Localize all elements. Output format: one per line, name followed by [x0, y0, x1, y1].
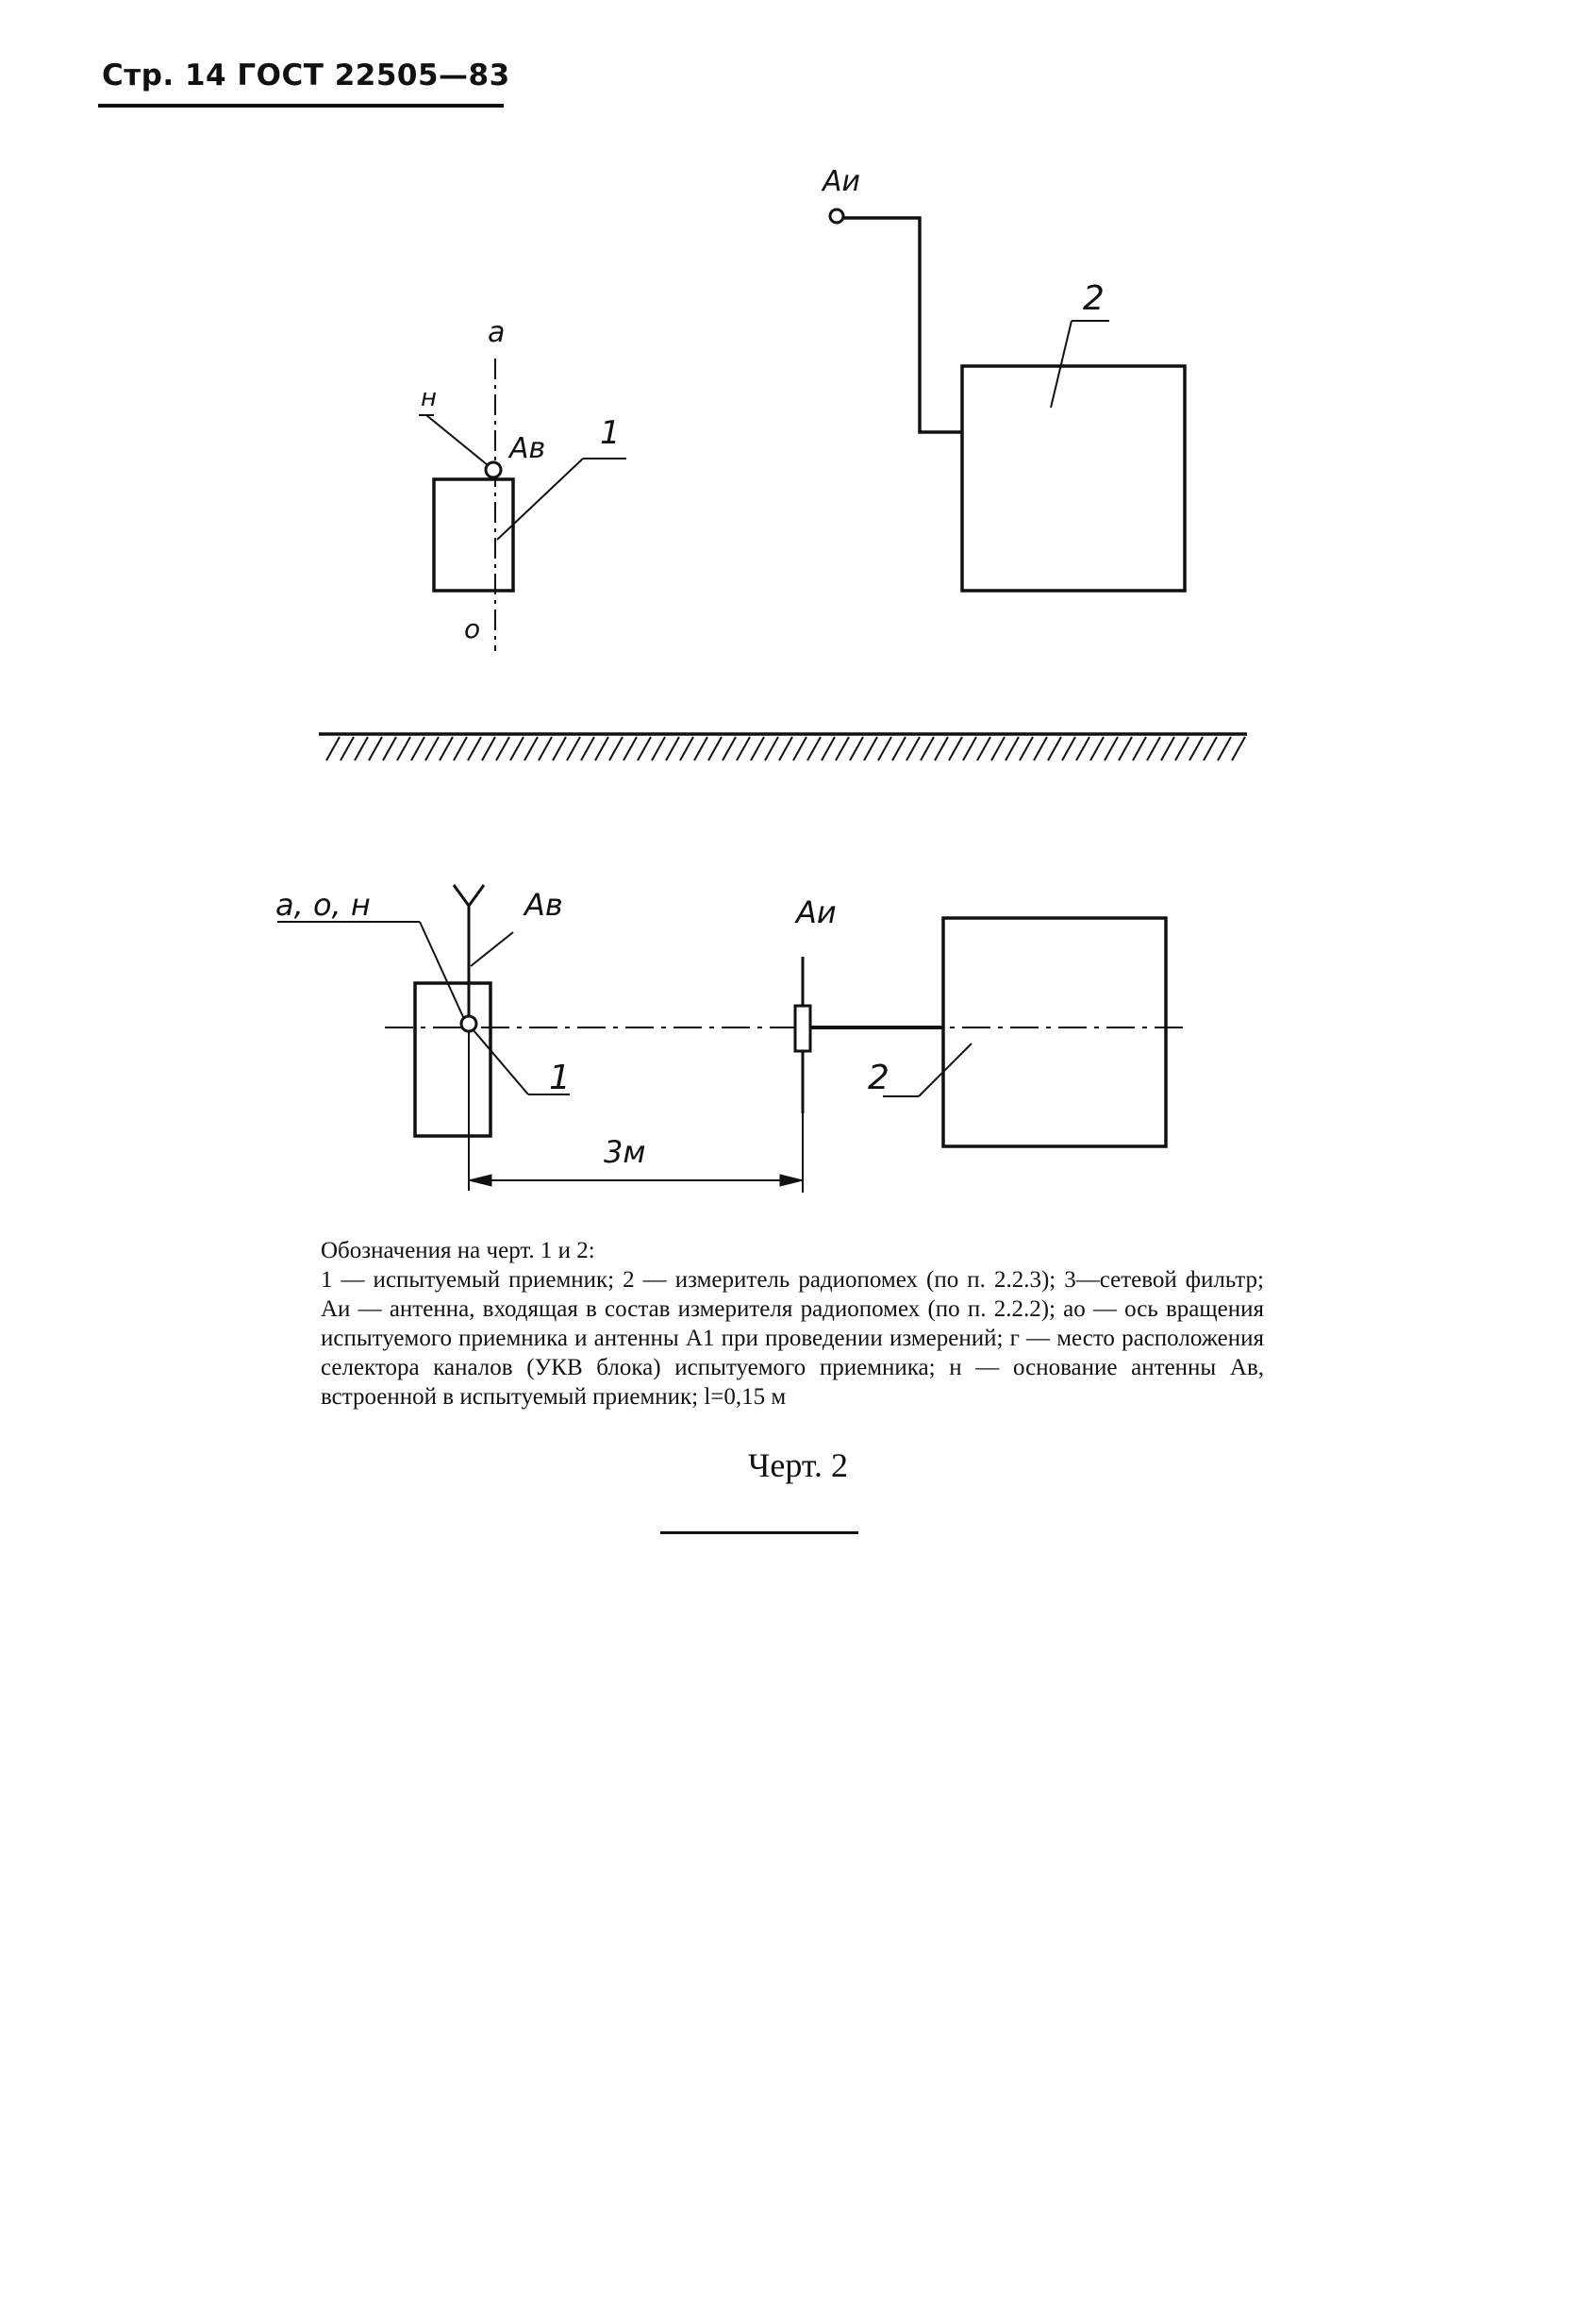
label-distance: 3м — [604, 1134, 646, 1170]
ground-hatch-line — [553, 737, 566, 760]
label-ai-top: Aи — [823, 165, 861, 198]
antenna-cable-top — [843, 218, 962, 432]
ground-hatch-line — [638, 737, 651, 760]
ground-hatch-line — [581, 737, 594, 760]
ground-hatch-line — [963, 737, 976, 760]
label-1-top: 1 — [600, 414, 621, 452]
ground-hatch-line — [355, 737, 368, 760]
label-a-top: а — [488, 316, 506, 349]
ground-hatch-line — [1062, 737, 1075, 760]
bottom-figure — [277, 885, 1190, 1193]
ground-hatch-line — [892, 737, 906, 760]
ground-hatch-line — [623, 737, 637, 760]
legend-text: 1 — испытуемый приемник; 2 — измеритель радиопомех (по п. 2.2.3); 3—сетевой фильтр; Aи — антенна, входящая в состав измерителя радиопомех (по п. 2.2.2); ао — ось вращения испытуемого приемника и антенны A1 при проведении измерений; г — место расположения селектора каналов (УКВ блока) испытуемого приемника; н — основание антенны Aв, встроенной в испытуемый приемник; l=0,15 м — [321, 1267, 1264, 1410]
figure-caption: Черт. 2 — [748, 1446, 848, 1484]
ground-hatch-line — [609, 737, 623, 760]
label-av-top: Aв — [509, 432, 546, 465]
ground-hatch-line — [723, 737, 736, 760]
ground-hatch-line — [765, 737, 778, 760]
ground-hatch-line — [1006, 737, 1019, 760]
ground-hatch-line — [949, 737, 962, 760]
legend — [321, 1236, 1264, 1411]
ground-plane — [319, 734, 1247, 760]
ground-hatch-line — [496, 737, 509, 760]
ground-hatch-line — [539, 737, 552, 760]
label-av-bottom: Aв — [524, 887, 563, 923]
ground-hatch-line — [906, 737, 920, 760]
label-n-top: н — [421, 384, 437, 412]
antenna-ai-box — [795, 1006, 810, 1051]
ground-hatch-line — [991, 737, 1005, 760]
leader-1-bottom — [474, 1030, 528, 1094]
label-o-top: о — [464, 613, 481, 644]
antenna-ai-circle-top — [830, 209, 843, 223]
ground-hatch-line — [454, 737, 467, 760]
ground-hatch-line — [822, 737, 835, 760]
ground-hatch-line — [850, 737, 863, 760]
ground-hatch-line — [510, 737, 524, 760]
leader-av-bottom — [471, 932, 513, 966]
ground-hatch-line — [1189, 737, 1203, 760]
receiver-box-bottom — [415, 983, 490, 1136]
ground-hatch-line — [1105, 737, 1118, 760]
leader-1-top — [497, 459, 583, 540]
ground-hatch-line — [680, 737, 693, 760]
page-header: Стр. 14 ГОСТ 22505—83 — [102, 58, 510, 92]
dimension-arrow-left — [469, 1175, 491, 1186]
label-2-bottom: 2 — [868, 1059, 889, 1097]
ground-hatch-line — [1076, 737, 1089, 760]
leader-2-top — [1051, 321, 1072, 408]
ground-hatch-line — [440, 737, 453, 760]
ground-hatch-line — [694, 737, 707, 760]
leader-n — [426, 415, 488, 465]
ground-hatch-line — [468, 737, 481, 760]
ground-hatch-line — [836, 737, 849, 760]
ground-hatch-line — [1232, 737, 1245, 760]
ground-hatch-line — [524, 737, 538, 760]
ground-hatch-line — [751, 737, 764, 760]
ground-hatch-line — [793, 737, 806, 760]
ground-hatch-line — [666, 737, 679, 760]
ground-hatch-line — [411, 737, 424, 760]
ground-hatch-line — [1218, 737, 1231, 760]
ground-hatch-line — [595, 737, 608, 760]
ground-hatch-line — [921, 737, 934, 760]
end-rule — [660, 1531, 858, 1534]
top-figure — [419, 209, 1185, 651]
ground-hatch-line — [1133, 737, 1146, 760]
leader-2-bottom — [919, 1044, 972, 1096]
ground-hatch-line — [708, 737, 722, 760]
ground-hatch-line — [807, 737, 821, 760]
legend-title: Обозначения на черт. 1 и 2: — [321, 1238, 595, 1263]
label-aon-bottom: а, о, н — [275, 887, 371, 923]
ground-hatch-line — [977, 737, 990, 760]
ground-hatch-line — [326, 737, 340, 760]
ground-hatch-line — [737, 737, 750, 760]
ground-hatch-line — [1119, 737, 1132, 760]
ground-hatch-line — [1020, 737, 1033, 760]
ground-hatch-line — [935, 737, 948, 760]
ground-hatch-line — [652, 737, 665, 760]
ground-hatch-line — [878, 737, 891, 760]
ground-hatch-line — [369, 737, 382, 760]
dimension-arrow-right — [780, 1175, 803, 1186]
ground-hatch-line — [567, 737, 580, 760]
ground-hatch-line — [1161, 737, 1174, 760]
ground-hatch-line — [1090, 737, 1104, 760]
ground-hatch-line — [341, 737, 354, 760]
ground-hatch-line — [1204, 737, 1217, 760]
ground-hatch-line — [397, 737, 410, 760]
ground-hatch-line — [1147, 737, 1160, 760]
ground-hatch-line — [1175, 737, 1189, 760]
ground-hatch-line — [779, 737, 792, 760]
meter-box-top — [962, 366, 1185, 591]
label-1-bottom: 1 — [549, 1059, 571, 1097]
ground-hatch-line — [482, 737, 495, 760]
ground-hatch-line — [425, 737, 439, 760]
ground-hatch-line — [1034, 737, 1047, 760]
label-2-top: 2 — [1083, 279, 1105, 318]
meter-box-bottom — [943, 918, 1166, 1146]
label-ai-bottom: Aи — [796, 894, 837, 930]
ground-hatch-line — [864, 737, 877, 760]
ground-hatch-line — [383, 737, 396, 760]
ground-hatch-line — [1048, 737, 1061, 760]
